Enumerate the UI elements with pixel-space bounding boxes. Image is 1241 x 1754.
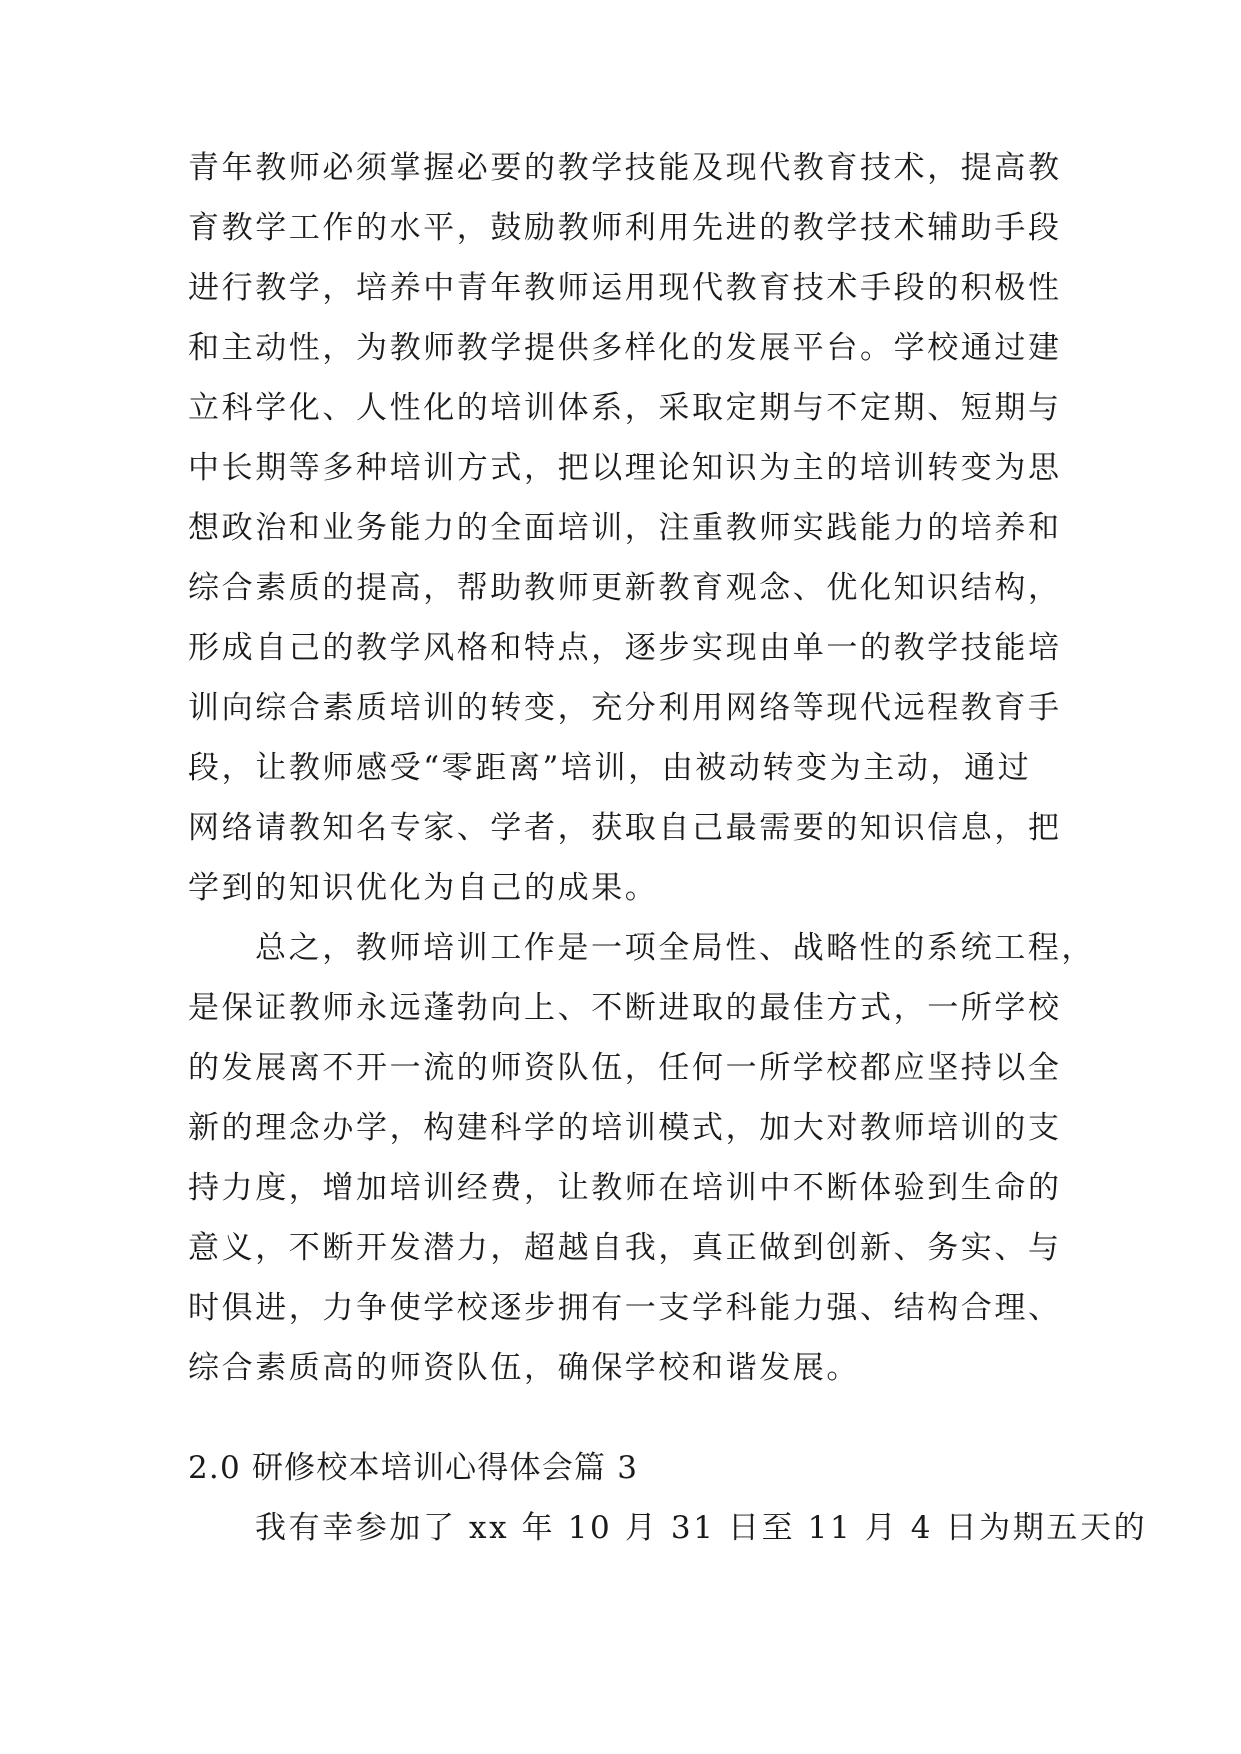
paragraph-1-line: 青年教师必须掌握必要的教学技能及现代教育技术，提高教: [188, 150, 1062, 186]
paragraph-1-line: 综合素质的提高，帮助教师更新教育观念、优化知识结构，: [188, 570, 1062, 606]
paragraph-2-line: 的发展离不开一流的师资队伍，任何一所学校都应坚持以全: [188, 1050, 1062, 1086]
paragraph-1-line: 和主动性，为教师教学提供多样化的发展平台。学校通过建: [188, 330, 1062, 366]
paragraph-1-line: 形成自己的教学风格和特点，逐步实现由单一的教学技能培: [188, 630, 1062, 666]
paragraph-1-line: 想政治和业务能力的全面培训，注重教师实践能力的培养和: [188, 510, 1062, 546]
paragraph-2-line: 总之，教师培训工作是一项全局性、战略性的系统工程，: [255, 930, 1095, 966]
paragraph-1-line: 学到的知识优化为自己的成果。: [188, 870, 659, 906]
paragraph-1-line: 段，让教师感受“零距离”培训，由被动转变为主动，通过: [188, 750, 1032, 786]
paragraph-1-line: 网络请教知名专家、学者，获取自己最需要的知识信息，把: [188, 810, 1062, 846]
section-heading: 2.0 研修校本培训心得体会篇 3: [188, 1450, 639, 1486]
paragraph-3-line: 我有幸参加了 xx 年 10 月 31 日至 11 月 4 日为期五天的: [255, 1510, 1148, 1546]
paragraph-1-line: 进行教学，培养中青年教师运用现代教育技术手段的积极性: [188, 270, 1062, 306]
paragraph-2-line: 意义，不断开发潜力，超越自我，真正做到创新、务实、与: [188, 1230, 1062, 1266]
paragraph-1-line: 训向综合素质培训的转变，充分利用网络等现代远程教育手: [188, 690, 1062, 726]
paragraph-2-line: 综合素质高的师资队伍，确保学校和谐发展。: [188, 1350, 860, 1386]
paragraph-2-line: 新的理念办学，构建科学的培训模式，加大对教师培训的支: [188, 1110, 1062, 1146]
paragraph-2-line: 是保证教师永远蓬勃向上、不断进取的最佳方式，一所学校: [188, 990, 1062, 1026]
paragraph-1-line: 立科学化、人性化的培训体系，采取定期与不定期、短期与: [188, 390, 1062, 426]
paragraph-2-line: 持力度，增加培训经费，让教师在培训中不断体验到生命的: [188, 1170, 1062, 1206]
paragraph-1-line: 育教学工作的水平，鼓励教师利用先进的教学技术辅助手段: [188, 210, 1062, 246]
paragraph-1-line: 中长期等多种培训方式，把以理论知识为主的培训转变为思: [188, 450, 1062, 486]
paragraph-2-line: 时俱进，力争使学校逐步拥有一支学科能力强、结构合理、: [188, 1290, 1062, 1326]
